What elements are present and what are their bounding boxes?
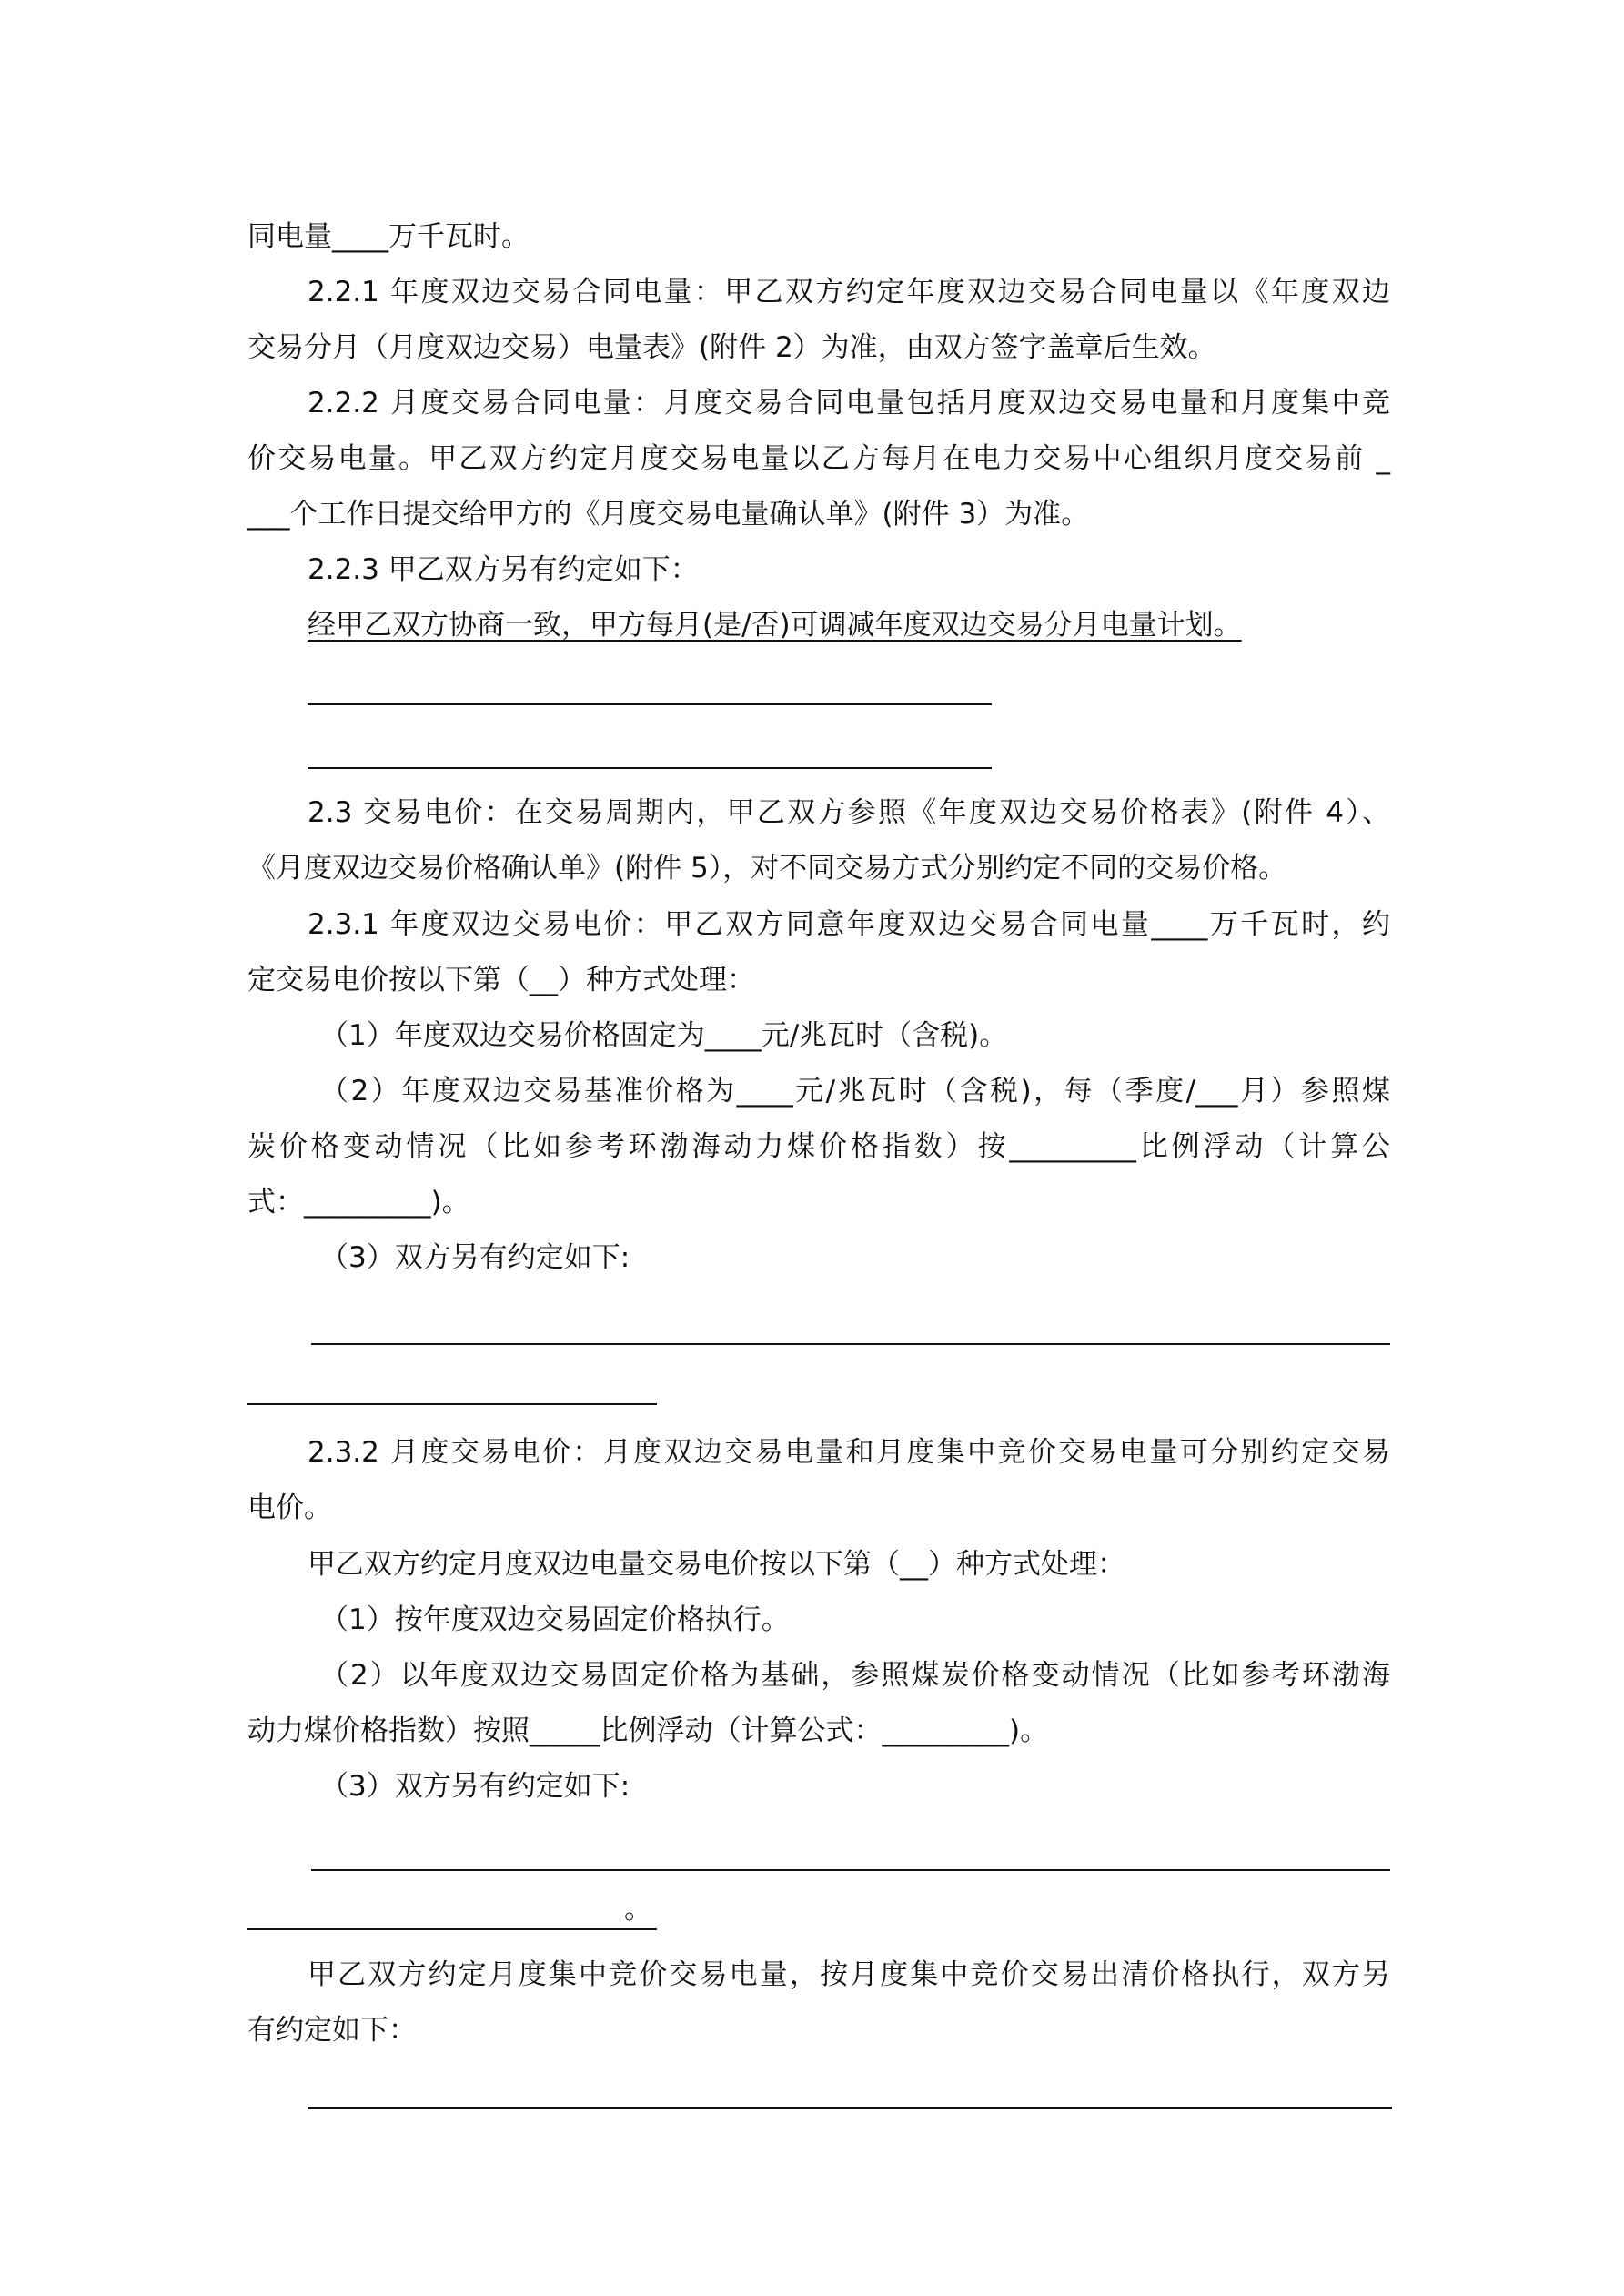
period-mark: 。 [624,1893,652,1926]
text-line: ___个工作日提交给甲方的《月度交易电量确认单》(附件 3）为准。 [247,498,1090,531]
blank-line [311,1343,1390,1345]
text-line: 式：_________)。 [247,1186,470,1219]
option-1: （1）按年度双边交易固定价格执行。 [320,1603,790,1636]
clause-2-2-1: 2.2.1 年度双边交易合同电量：甲乙双方约定年度双边交易合同电量以《年度双边 [308,276,1390,308]
clause-2-2-3: 2.2.3 甲乙双方另有约定如下： [308,553,699,586]
option-3: （3）双方另有约定如下: [320,1241,630,1274]
blank-line [308,2107,1392,2109]
text-line: 炭价格变动情况（比如参考环渤海动力煤价格指数）按_________比例浮动（计算公 [247,1130,1390,1163]
option-2: （2）年度双边交易基准价格为____元/兆瓦时（含税)，每（季度/___月）参照煤 [320,1075,1390,1108]
clause-2-3-1: 2.3.1 年度双边交易电价：甲乙双方同意年度双边交易合同电量____万千瓦时，约 [308,908,1390,941]
blank-line [308,767,992,769]
clause-2-2-2: 2.2.2 月度交易合同电量：月度交易合同电量包括月度双边交易电量和月度集中竞 [308,387,1390,420]
text-line: 甲乙双方约定月度集中竞价交易电量，按月度集中竞价交易出清价格执行，双方另 [308,1958,1390,1991]
text-line: 同电量____万千瓦时。 [247,220,530,253]
clause-2-3-2: 2.3.2 月度交易电价：月度双边交易电量和月度集中竞价交易电量可分别约定交易 [308,1436,1390,1469]
option-2: （2）以年度双边交易固定价格为基础，参照煤炭价格变动情况（比如参考环渤海 [320,1659,1390,1692]
text-line: 有约定如下： [247,2014,417,2047]
blank-line [247,1403,657,1405]
text-line: 价交易电量。甲乙双方约定月度交易电量以乙方每月在电力交易中心组织月度交易前 _ [247,442,1390,475]
text-line: 动力煤价格指数）按照_____比例浮动（计算公式：_________)。 [247,1714,1049,1747]
text-line: 电价。 [247,1492,332,1524]
text-line: 甲乙双方约定月度双边电量交易电价按以下第（__）种方式处理： [308,1548,1125,1581]
blank-line [247,1928,657,1930]
text-line: 定交易电价按以下第（__）种方式处理： [247,964,755,996]
blank-line [308,703,992,705]
clause-2-3: 2.3 交易电价：在交易周期内，甲乙双方参照《年度双边交易价格表》(附件 4）、 [308,796,1390,829]
agreement-line: 经甲乙双方协商一致，甲方每月(是/否)可调减年度双边交易分月电量计划。 [308,609,1242,642]
blank-line [311,1869,1390,1871]
option-3: （3）双方另有约定如下: [320,1770,630,1803]
text-line: 《月度双边交易价格确认单》(附件 5），对不同交易方式分别约定不同的交易价格。 [247,852,1287,885]
text-line: 交易分月（月度双边交易）电量表》(附件 2）为准，由双方签字盖章后生效。 [247,331,1216,364]
option-1: （1）年度双边交易价格固定为____元/兆瓦时（含税)。 [320,1019,1008,1052]
